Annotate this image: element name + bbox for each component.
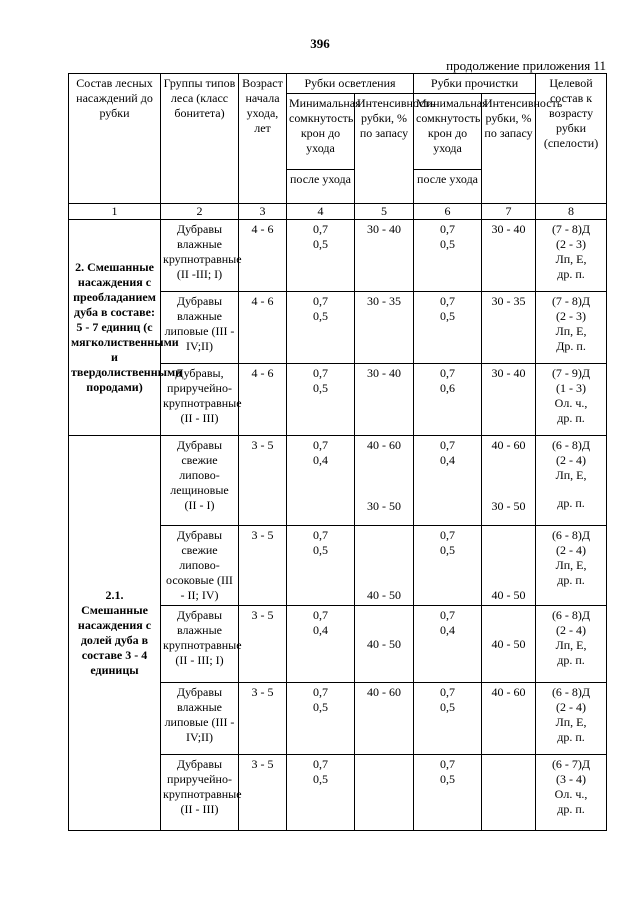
header-after-cleaning: после ухода <box>414 170 482 204</box>
target-composition: (6 - 8)Д (2 - 4) Лп, Е, др. п. <box>536 526 607 606</box>
density-lightening: 0,7 0,5 <box>287 220 355 292</box>
table-row <box>69 220 607 292</box>
intensity-lightening: 40 - 60 30 - 50 <box>355 436 414 526</box>
intensity-lightening: 40 - 60 <box>355 683 414 755</box>
target-composition: (6 - 7)Д (3 - 4) Ол. ч., др. п. <box>536 755 607 831</box>
header-intensity-cleaning: Интенсивность рубки, % по запасу <box>482 94 536 204</box>
header-after-lightening: после ухода <box>287 170 355 204</box>
forest-type: Дубравы влажные крупнотравные (II - III; I) <box>161 606 239 683</box>
start-age: 4 - 6 <box>239 364 287 436</box>
column-number: 6 <box>414 204 482 220</box>
intensity-lightening <box>355 755 414 831</box>
column-number: 1 <box>69 204 161 220</box>
density-cleaning: 0,7 0,6 <box>414 364 482 436</box>
continuation-note: продолжение приложения 11 <box>446 58 606 73</box>
density-cleaning: 0,7 0,4 <box>414 436 482 526</box>
density-cleaning: 0,7 0,5 <box>414 220 482 292</box>
table-row <box>69 436 607 526</box>
density-lightening: 0,7 0,4 <box>287 606 355 683</box>
column-number: 3 <box>239 204 287 220</box>
column-number: 8 <box>536 204 607 220</box>
target-composition: (6 - 8)Д (2 - 4) Лп, Е, др. п. <box>536 606 607 683</box>
forest-type: Дубравы влажные крупнотравные (II -III; I) <box>161 220 239 292</box>
density-cleaning: 0,7 0,4 <box>414 606 482 683</box>
silviculture-table <box>68 73 607 831</box>
density-lightening: 0,7 0,5 <box>287 364 355 436</box>
intensity-cleaning: 40 - 60 30 - 50 <box>482 436 536 526</box>
density-lightening: 0,7 0,5 <box>287 526 355 606</box>
target-composition: (7 - 8)Д (2 - 3) Лп, Е, Др. п. <box>536 292 607 364</box>
forest-type: Дубравы приручейно-крупнотравные (II - III) <box>161 755 239 831</box>
header-forest-types: Группы типов леса (класс бонитета) <box>161 74 239 204</box>
forest-type: Дубравы влажные липовые (III - IV;II) <box>161 683 239 755</box>
intensity-lightening: 40 - 50 <box>355 526 414 606</box>
forest-type: Дубравы свежие липово-осоковые (III - II; IV) <box>161 526 239 606</box>
density-lightening: 0,7 0,5 <box>287 292 355 364</box>
density-cleaning: 0,7 0,5 <box>414 683 482 755</box>
density-cleaning: 0,7 0,5 <box>414 755 482 831</box>
header-lightening-group: Рубки осветления <box>287 74 414 94</box>
header-start-age: Возраст начала ухода, лет <box>239 74 287 204</box>
start-age: 4 - 6 <box>239 220 287 292</box>
header-intensity-lightening: Интенсивность рубки, % по запасу <box>355 94 414 204</box>
target-composition: (6 - 8)Д (2 - 4) Лп, Е, др. п. <box>536 436 607 526</box>
header-cleaning-group: Рубки прочистки <box>414 74 536 94</box>
density-lightening: 0,7 0,4 <box>287 436 355 526</box>
density-cleaning: 0,7 0,5 <box>414 526 482 606</box>
target-composition: (6 - 8)Д (2 - 4) Лп, Е, др. п. <box>536 683 607 755</box>
density-lightening: 0,7 0,5 <box>287 755 355 831</box>
column-number: 5 <box>355 204 414 220</box>
intensity-cleaning <box>482 755 536 831</box>
column-number: 4 <box>287 204 355 220</box>
intensity-cleaning: 40 - 50 <box>482 526 536 606</box>
intensity-cleaning: 30 - 40 <box>482 364 536 436</box>
target-composition: (7 - 8)Д (2 - 3) Лп, Е, др. п. <box>536 220 607 292</box>
page-number: 396 <box>310 36 330 51</box>
intensity-cleaning: 40 - 50 <box>482 606 536 683</box>
group-label: 2. Смешанные насаждения с преобладанием дуба в составе: 5 - 7 единиц (с мягколиственными и твердолиственными породами) <box>69 220 161 436</box>
forest-type: Дубравы влажные липовые (III - IV;II) <box>161 292 239 364</box>
header-min-density-cleaning: Минимальная сомкнутость крон до ухода <box>414 94 482 170</box>
start-age: 3 - 5 <box>239 606 287 683</box>
start-age: 3 - 5 <box>239 526 287 606</box>
column-number: 7 <box>482 204 536 220</box>
density-lightening: 0,7 0,5 <box>287 683 355 755</box>
header-composition: Состав лесных насаждений до рубки <box>69 74 161 204</box>
start-age: 3 - 5 <box>239 436 287 526</box>
intensity-lightening: 30 - 40 <box>355 220 414 292</box>
intensity-cleaning: 40 - 60 <box>482 683 536 755</box>
start-age: 4 - 6 <box>239 292 287 364</box>
header-target-composition: Целевой состав к возрасту рубки (спелости) <box>536 74 607 204</box>
intensity-cleaning: 30 - 40 <box>482 220 536 292</box>
intensity-lightening: 40 - 50 <box>355 606 414 683</box>
column-number: 2 <box>161 204 239 220</box>
start-age: 3 - 5 <box>239 683 287 755</box>
forest-type: Дубравы, приручейно-крупнотравные (II - III) <box>161 364 239 436</box>
start-age: 3 - 5 <box>239 755 287 831</box>
target-composition: (7 - 9)Д (1 - 3) Ол. ч., др. п. <box>536 364 607 436</box>
intensity-lightening: 30 - 40 <box>355 364 414 436</box>
intensity-lightening: 30 - 35 <box>355 292 414 364</box>
density-cleaning: 0,7 0,5 <box>414 292 482 364</box>
intensity-cleaning: 30 - 35 <box>482 292 536 364</box>
forest-type: Дубравы свежие липово-лещиновые (II - I) <box>161 436 239 526</box>
group-label: 2.1. Смешанные насаждения с долей дуба в составе 3 - 4 единицы <box>69 436 161 831</box>
header-min-density-lightening: Минимальная сомкнутость крон до ухода <box>287 94 355 170</box>
